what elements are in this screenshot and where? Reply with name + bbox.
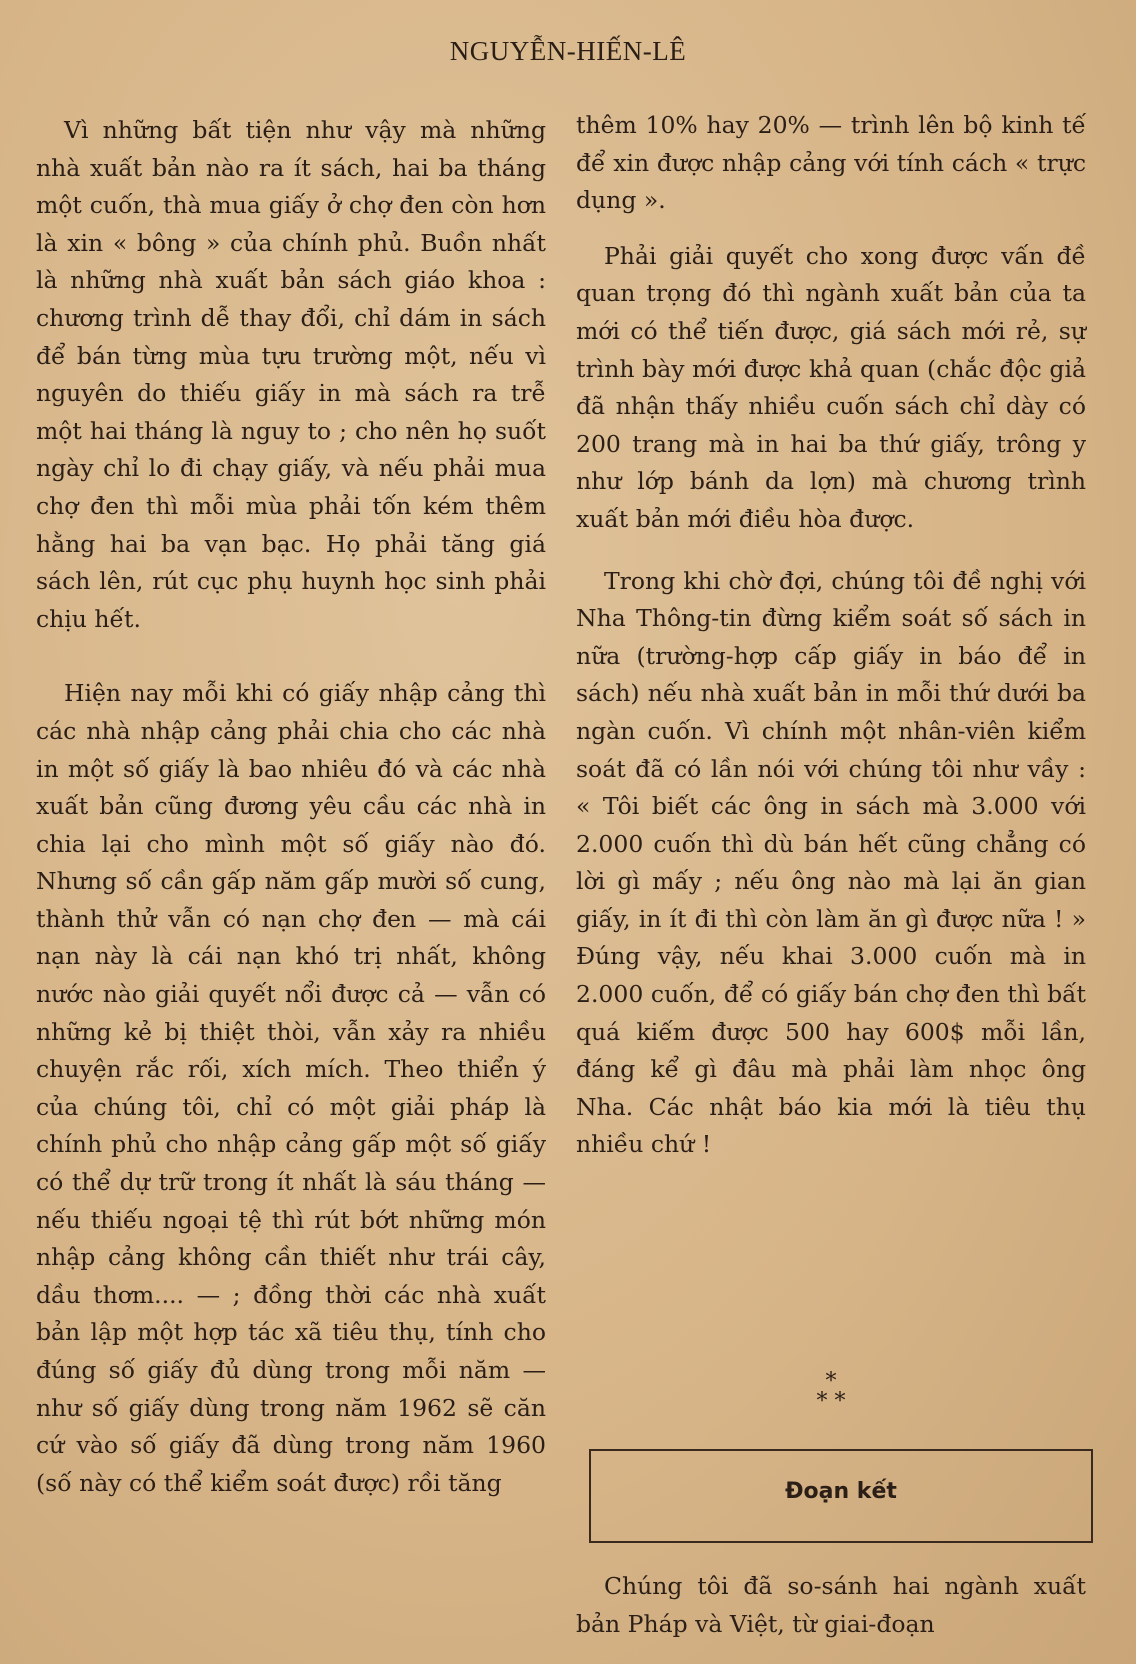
right-column xyxy=(576,107,1086,1164)
section-title: Đoạn kết xyxy=(785,1479,897,1504)
closing-paragraph-container xyxy=(576,1568,1086,1643)
left-column xyxy=(36,112,546,1502)
asterism: * * * xyxy=(816,1369,846,1414)
paragraph: Vì những bất tiện như vậy mà những nhà xuất bản nào ra ít sách, hai ba tháng một cuốn, thà mua giấy ở chợ đen còn hơn là xin « bông » của chính phủ. Buồn nhất là những nhà xuất bản sách giáo khoa : chương trình dễ thay đổi, chỉ dám in sách để bán từng mùa tựu trường một, nếu vì nguyên do thiếu giấy in mà sách ra trễ một hai tháng là nguy to ; cho nên họ suốt ngày chỉ lo đi chạy giấy, và nếu phải mua chợ đen thì mỗi mùa phải tốn kém thêm hằng hai ba vạn bạc. Họ phải tăng giá sách lên, rút cục phụ huynh học sinh phải chịu hết. xyxy=(36,116,546,633)
paragraph: Hiện nay mỗi khi có giấy nhập cảng thì các nhà nhập cảng phải chia cho các nhà in một số giấy là bao nhiêu đó và các nhà xuất bản cũng đương yêu cầu các nhà in chia lại cho mình một số giấy nào đó. Nhưng số cần gấp năm gấp mười số cung, thành thử vẫn có nạn chợ đen — mà cái nạn này là cái nạn khó trị nhất, không nước nào giải quyết nổi được cả — vẫn có những kẻ bị thiệt thòi, vẫn xảy ra nhiều chuyện rắc rối, xích mích. Theo thiển ý của chúng tôi, chỉ có một giải pháp là chính phủ cho nhập cảng gấp một số giấy có thể dự trữ trong ít nhất là sáu tháng — nếu thiếu ngoại tệ thì rút bớt những món nhập cảng không cần thiết như trái cây, dầu thơm.... — ; đồng thời các nhà xuất bản lập một hợp tác xã tiêu thụ, tính cho đúng số giấy đủ dùng trong mỗi năm — như số giấy dùng trong năm 1962 sẽ căn cứ vào số giấy đã dùng trong năm 1960 (số này có thể kiểm soát được) rồi tăng xyxy=(36,679,546,1497)
paragraph: Phải giải quyết cho xong được vấn đề quan trọng đó thì ngành xuất bản của ta mới có thể tiến được, giá sách mới rẻ, sự trình bày mới được khả quan (chắc độc giả đã nhận thấy nhiều cuốn sách chỉ dày có 200 trang mà in hai ba thứ giấy, trông y như lớp bánh da lợn) mà chương trình xuất bản mới điều hòa được. xyxy=(576,241,1086,533)
paragraph: Chúng tôi đã so-sánh hai ngành xuất bản Pháp và Việt, từ giai-đoạn xyxy=(576,1572,1086,1638)
section-heading-box xyxy=(589,1449,1093,1543)
paragraph: Trong khi chờ đợi, chúng tôi đề nghị với Nha Thông-tin đừng kiểm soát số sách in nữa (trường-hợp cấp giấy in báo để in sách) nếu nhà xuất bản in mỗi thứ dưới ba ngàn cuốn. Vì chính một nhân-viên kiểm soát đã có lần nói với chúng tôi như vầy : « Tôi biết các ông in sách mà 3.000 với 2.000 cuốn thì dù bán hết cũng chẳng có lời gì mấy ; nếu ông nào mà lại ăn gian giấy, in ít đi thì còn làm ăn gì được nữa ! » Đúng vậy, nếu khai 3.000 cuốn mà in 2.000 cuốn, để có giấy bán chợ đen thì bất quá kiếm được 500 hay 600$ mỗi lần, đáng kể gì đâu mà phải làm nhọc ông Nha. Các nhật báo kia mới là tiêu thụ nhiều chứ ! xyxy=(576,566,1086,1159)
paragraph: thêm 10% hay 20% — trình lên bộ kinh tế để xin được nhập cảng với tính cách « trực dụng ». xyxy=(576,111,1086,215)
section-separator xyxy=(576,1369,1086,1414)
page-title: NGUYỄN-HIẾN-LÊ xyxy=(449,36,687,66)
